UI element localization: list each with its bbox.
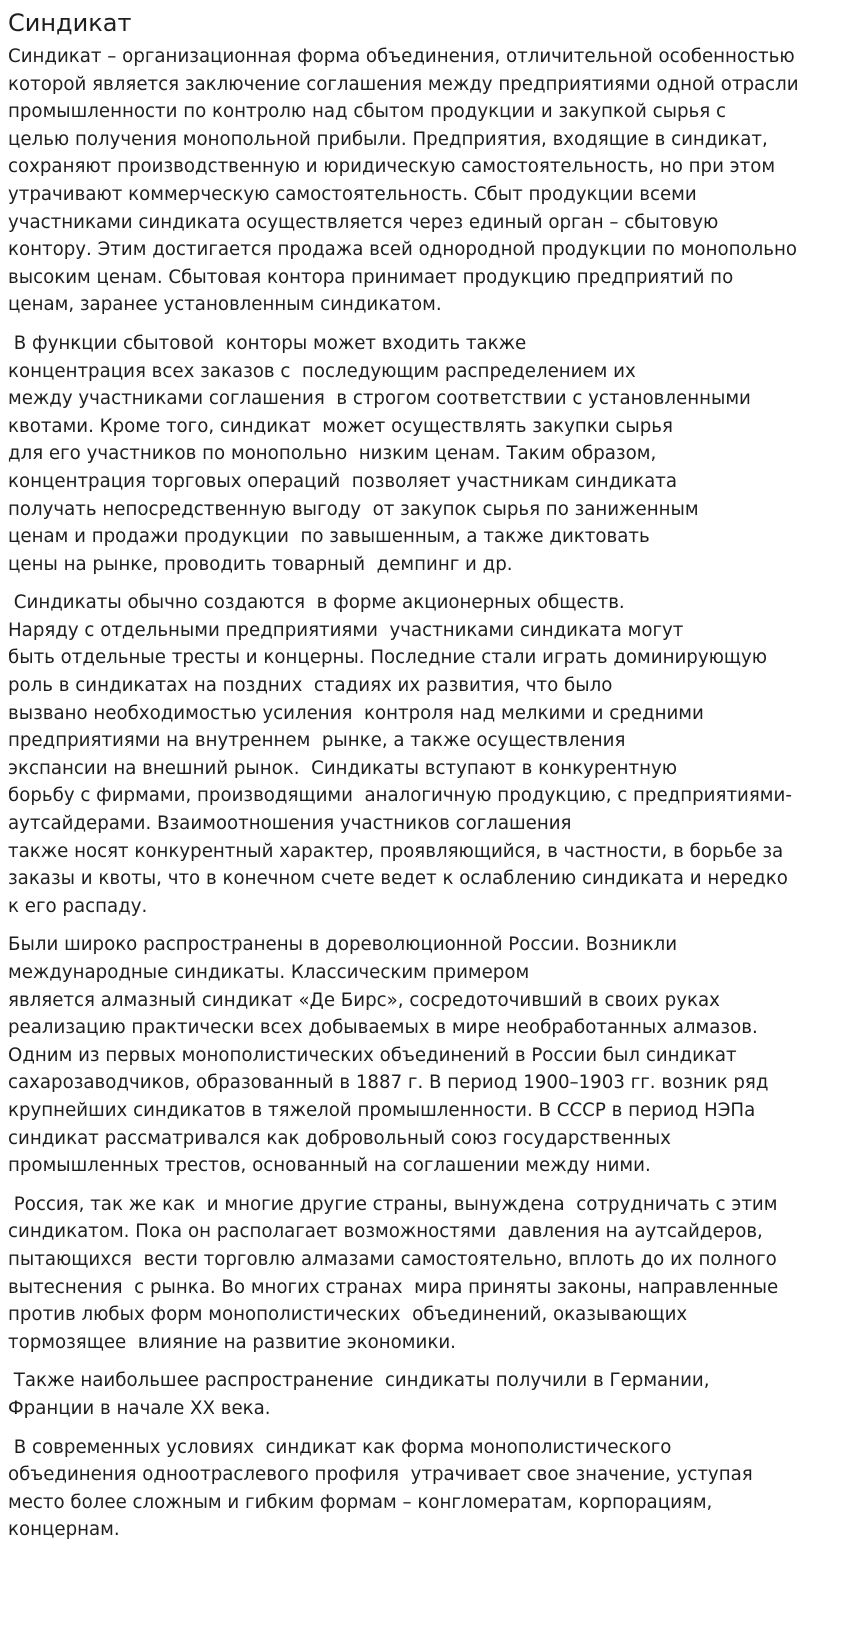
text-line: аутсайдерами. Взаимоотношения участников соглашения [8,813,572,835]
paragraph-4 [8,931,839,1179]
text-line: квотами. Кроме того, синдикат может осуществлять закупки сырья [8,415,673,437]
text-line: ценам и продажи продукции по завышенным, а также диктовать [8,526,650,548]
text-line: для его участников по монопольно низким ценам. Таким образом, [8,443,657,465]
text-line: сахарозаводчиков, образованный в 1887 г. В период 1900–1903 гг. возник ряд [8,1072,769,1094]
text-line: получать непосредственную выгоду от закупок сырья по заниженным [8,498,699,520]
text-line: вытеснения с рынка. Во многих странах мира приняты законы, направленные [8,1276,779,1298]
text-line: промышленных трестов, основанный на соглашении между ними. [8,1155,651,1177]
text-line: Россия, так же как и многие другие страны, вынуждена сотрудничать с этим [8,1193,778,1215]
text-line: быть отдельные тресты и концерны. Последние стали играть доминирующую [8,647,768,669]
text-line: Франции в начале XX века. [8,1397,271,1419]
text-line: крупнейших синдикатов в тяжелой промышленности. В СССР в период НЭПа [8,1099,756,1121]
text-line: роль в синдикатах на поздних стадиях их развития, что было [8,675,613,697]
paragraph-2 [8,330,839,578]
paragraph-5 [8,1191,839,1357]
article-title: Синдикат [8,9,132,37]
paragraph-1 [8,43,839,319]
paragraph-7 [8,1434,839,1544]
text-line: заказы и квоты, что в конечном счете ведет к ослаблению синдиката и нередко [8,868,788,890]
text-line: предприятиями на внутреннем рынке, а также осуществления [8,730,626,752]
paragraph-3 [8,589,839,920]
text-line: Наряду с отдельными предприятиями участниками синдиката могут [8,619,684,641]
text-line: тормозящее влияние на развитие экономики. [8,1331,456,1353]
text-line: которой является заключение соглашения между предприятиями одной отрасли [8,73,799,95]
text-line: Также наибольшее распространение синдикаты получили в Германии, [8,1370,710,1392]
text-line: участниками синдиката осуществляется через единый орган – сбытовую [8,211,719,233]
text-line: В функции сбытовой конторы может входить также [8,332,527,354]
text-line: промышленности по контролю над сбытом продукции и закупкой сырья с [8,101,726,123]
text-line: концернам. [8,1519,120,1541]
article-body [8,43,839,1544]
text-line: реализацию практически всех добываемых в мире необработанных алмазов. [8,1017,758,1039]
text-line: синдикат рассматривался как добровольный союз государственных [8,1127,671,1149]
text-line: между участниками соглашения в строгом соответствии с установленными [8,388,751,410]
text-line: Были широко распространены в дореволюционной России. Возникли [8,934,678,956]
text-line: Синдикаты обычно создаются в форме акционерных обществ. [8,592,625,614]
text-line: синдикатом. Пока он располагает возможностями давления на аутсайдеров, [8,1221,763,1243]
text-line: борьбу с фирмами, производящими аналогичную продукцию, с предприятиями- [8,785,792,807]
text-line: концентрация всех заказов с последующим распределением их [8,360,636,382]
text-line: место более сложным и гибким формам – конгломератам, корпорациям, [8,1491,713,1513]
text-line: концентрация торговых операций позволяет участникам синдиката [8,470,677,492]
text-line: В современных условиях синдикат как форма монополистического [8,1436,672,1458]
text-line: целью получения монопольной прибыли. Предприятия, входящие в синдикат, [8,128,768,150]
text-line: к его распаду. [8,895,148,917]
text-line: объединения одноотраслевого профиля утрачивает свое значение, уступая [8,1464,753,1486]
text-line: Синдикат – организационная форма объединения, отличительной особенностью [8,46,795,67]
text-line: международные синдикаты. Классическим примером [8,962,530,983]
text-line: контору. Этим достигается продажа всей однородной продукции по монопольно [8,239,797,261]
text-line: цены на рынке, проводить товарный демпинг и др. [8,553,513,575]
text-line: утрачивают коммерческую самостоятельность. Сбыт продукции всеми [8,183,697,205]
text-line: высоким ценам. Сбытовая контора принимает продукцию предприятий по [8,266,734,288]
text-line: также носят конкурентный характер, проявляющийся, в частности, в борьбе за [8,840,784,862]
text-line: Одним из первых монополистических объединений в России был синдикат [8,1044,737,1066]
paragraph-6 [8,1367,839,1422]
text-line: сохраняют производственную и юридическую самостоятельность, но при этом [8,156,776,178]
text-line: является алмазный синдикат «Де Бирс», сосредоточивший в своих руках [8,989,720,1011]
text-line: пытающихся вести торговлю алмазами самостоятельно, вплоть до их полного [8,1248,777,1270]
text-line: против любых форм монополистических объединений, оказывающих [8,1304,688,1326]
text-line: ценам, заранее установленным синдикатом. [8,294,442,316]
text-line: экспансии на внешний рынок. Синдикаты вступают в конкурентную [8,757,678,779]
text-line: вызвано необходимостью усиления контроля над мелкими и средними [8,702,704,724]
